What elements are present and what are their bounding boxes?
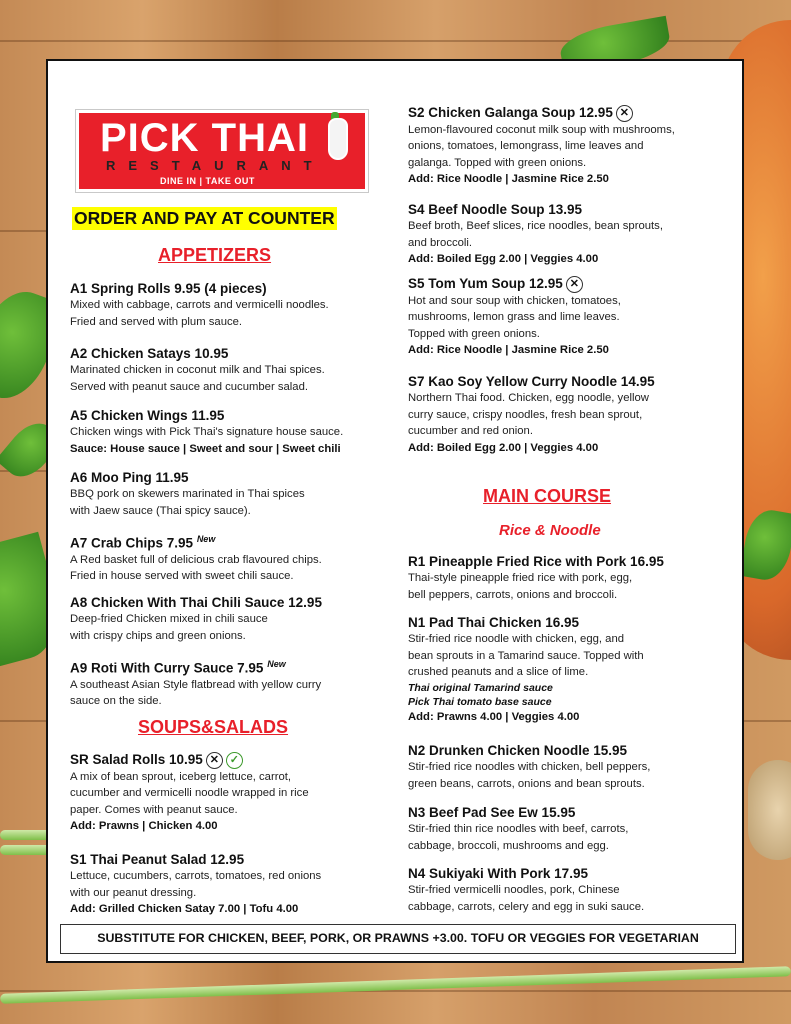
- item-title: A8 Chicken With Thai Chili Sauce 12.95: [70, 595, 322, 610]
- item-add: Add: Grilled Chicken Satay 7.00 | Tofu 4.00: [70, 903, 299, 915]
- menu-item-s4: [408, 201, 663, 268]
- item-add: Add: Rice Noodle | Jasmine Rice 2.50: [408, 173, 609, 186]
- item-desc: A Red basket full of delicious crab flavoured chips.: [70, 553, 322, 566]
- item-desc: Hot and sour soup with chicken, tomatoes,: [408, 294, 621, 307]
- item-title: S2 Chicken Galanga Soup 12.95: [408, 105, 613, 120]
- menu-page: [46, 59, 744, 963]
- item-desc: Stir-fried thin rice noodles with beef, carrots,: [408, 823, 629, 835]
- item-title: R1 Pineapple Fried Rice with Pork 16.95: [408, 554, 664, 569]
- item-title: N3 Beef Pad See Ew 15.95: [408, 805, 576, 820]
- section-heading-main-course: MAIN COURSE: [483, 486, 612, 506]
- item-desc: Topped with green onions.: [408, 327, 540, 340]
- item-desc: Lemon-flavoured coconut milk soup with mushrooms,: [408, 123, 675, 136]
- subheading-rice-noodle: Rice & Noodle: [499, 522, 601, 539]
- menu-item-a5: [70, 407, 343, 457]
- item-desc: mushrooms, lemon grass and lime leaves.: [408, 311, 620, 324]
- item-add: Sauce: House sauce | Sweet and sour | Sweet chili: [70, 442, 341, 455]
- logo: [75, 109, 369, 193]
- menu-item-a2: [70, 345, 325, 395]
- item-add: Add: Prawns 4.00 | Veggies 4.00: [408, 710, 580, 723]
- new-badge: New: [196, 534, 216, 544]
- item-desc: Beef broth, Beef slices, rice noodles, bean sprouts,: [408, 220, 663, 232]
- item-desc: Stir-fried vermicelli noodles, pork, Chinese: [408, 884, 620, 896]
- item-desc: with crispy chips and green onions.: [70, 629, 246, 642]
- substitution-note: SUBSTITUTE FOR CHICKEN, BEEF, PORK, OR PRAWNS +3.00. TOFU OR VEGGIES FOR VEGETARIAN: [60, 924, 736, 954]
- menu-item-s1: [70, 851, 321, 918]
- item-title: A6 Moo Ping 11.95: [70, 470, 189, 485]
- vegetarian-icon: ✓: [226, 752, 243, 769]
- item-add: Add: Prawns | Chicken 4.00: [70, 820, 218, 833]
- item-desc: with our peanut dressing.: [70, 886, 197, 899]
- item-add: Add: Boiled Egg 2.00 | Veggies 4.00: [408, 441, 599, 454]
- logo-tagline: DINE IN | TAKE OUT: [160, 176, 255, 186]
- item-title: SR Salad Rolls 10.95: [70, 752, 203, 767]
- gluten-free-icon: ✕: [206, 752, 223, 769]
- sauce-option: Pick Thai tomato base sauce: [408, 695, 552, 708]
- item-desc: cucumber and red onion.: [408, 425, 533, 437]
- item-desc: Chicken wings with Pick Thai's signature house sauce.: [70, 426, 344, 438]
- order-banner: ORDER AND PAY AT COUNTER: [74, 208, 335, 228]
- item-desc: Lettuce, cucumbers, carrots, tomatoes, red onions: [70, 870, 322, 882]
- menu-item-a8: [70, 594, 322, 644]
- item-desc: bell peppers, carrots, onions and broccoli.: [408, 588, 618, 601]
- item-add: Add: Boiled Egg 2.00 | Veggies 4.00: [408, 253, 599, 265]
- item-title: S5 Tom Yum Soup 12.95: [408, 276, 563, 291]
- item-desc: paper. Comes with peanut sauce.: [70, 803, 238, 816]
- item-title: N4 Sukiyaki With Pork 17.95: [408, 866, 588, 881]
- item-title: A2 Chicken Satays 10.95: [70, 346, 229, 361]
- item-desc: Thai-style pineapple fried rice with pork, egg,: [408, 572, 633, 584]
- menu-item-n3: [408, 804, 628, 854]
- section-heading-soups-salads: SOUPS&SALADS: [138, 717, 289, 737]
- logo-text: PICK THAI: [100, 116, 309, 160]
- logo-subtitle: RESTAURANT: [106, 158, 325, 173]
- item-desc: sauce on the side.: [70, 695, 162, 707]
- item-desc: Served with peanut sauce and cucumber salad.: [70, 380, 309, 393]
- menu-item-n2: [408, 742, 650, 792]
- item-desc: Stir-fried rice noodles with chicken, bell peppers,: [408, 761, 651, 773]
- item-desc: A southeast Asian Style flatbread with yellow curry: [70, 678, 322, 691]
- item-desc: green beans, carrots, onions and bean sprouts.: [408, 777, 645, 790]
- menu-item-n4: [408, 865, 644, 915]
- menu-item-s7: [408, 373, 655, 456]
- item-desc: Fried in house served with sweet chili sauce.: [70, 570, 294, 582]
- gluten-free-icon: ✕: [616, 105, 633, 122]
- item-desc: bean sprouts in a Tamarind sauce. Topped with: [408, 649, 644, 662]
- menu-item-n1: [408, 614, 644, 725]
- item-desc: crushed peanuts and a slice of lime.: [408, 666, 589, 678]
- menu-item-s2: [408, 104, 675, 188]
- item-desc: and broccoli.: [408, 236, 473, 249]
- menu-item-a6: [70, 469, 305, 519]
- item-title: N2 Drunken Chicken Noodle 15.95: [408, 743, 628, 758]
- item-desc: Stir-fried rice noodle with chicken, egg, and: [408, 633, 625, 645]
- item-desc: galanga. Topped with green onions.: [408, 156, 587, 169]
- item-desc: cabbage, broccoli, mushrooms and egg.: [408, 839, 609, 852]
- menu-item-s5: [408, 275, 621, 359]
- item-desc: A mix of bean sprout, iceberg lettuce, carrot,: [70, 770, 292, 783]
- new-badge: New: [267, 659, 286, 669]
- item-desc: cabbage, carrots, celery and egg in suki sauce.: [408, 900, 645, 913]
- menu-item-r1: [408, 553, 664, 603]
- item-desc: onions, tomatoes, lemongrass, lime leaves and: [408, 140, 644, 153]
- item-desc: Deep-fried Chicken mixed in chili sauce: [70, 613, 268, 625]
- menu-item-a1: [70, 280, 329, 330]
- menu-item-a9: [70, 656, 321, 710]
- item-desc: BBQ pork on skewers marinated in Thai spices: [70, 488, 305, 500]
- item-title: A5 Chicken Wings 11.95: [70, 408, 225, 423]
- chili-icon: [328, 118, 348, 160]
- item-desc: with Jaew sauce (Thai spicy sauce).: [70, 504, 251, 517]
- item-desc: Mixed with cabbage, carrots and vermicelli noodles.: [70, 299, 329, 311]
- item-add: Add: Rice Noodle | Jasmine Rice 2.50: [408, 344, 609, 357]
- item-desc: cucumber and vermicelli noodle wrapped in rice: [70, 787, 309, 800]
- item-desc: curry sauce, crispy noodles, fresh bean sprout,: [408, 408, 643, 421]
- gluten-free-icon: ✕: [566, 276, 583, 293]
- menu-item-a7: [70, 531, 322, 585]
- item-desc: Northern Thai food. Chicken, egg noodle, yellow: [408, 392, 649, 404]
- item-title: N1 Pad Thai Chicken 16.95: [408, 615, 580, 630]
- item-desc: Fried and served with plum sauce.: [70, 315, 243, 328]
- mushroom-image: [748, 760, 791, 860]
- item-desc: Marinated chicken in coconut milk and Thai spices.: [70, 364, 325, 376]
- sauce-option: Thai original Tamarind sauce: [408, 681, 553, 694]
- section-heading-appetizers: APPETIZERS: [158, 245, 272, 265]
- item-title: S7 Kao Soy Yellow Curry Noodle 14.95: [408, 374, 655, 389]
- item-title: S1 Thai Peanut Salad 12.95: [70, 852, 245, 867]
- item-title: A9 Roti With Curry Sauce 7.95: [70, 660, 264, 676]
- item-title: A7 Crab Chips 7.95: [70, 535, 194, 551]
- item-title: S4 Beef Noodle Soup 13.95: [408, 202, 583, 217]
- item-title: A1 Spring Rolls 9.95 (4 pieces): [70, 281, 267, 296]
- menu-item-sr: [70, 751, 309, 835]
